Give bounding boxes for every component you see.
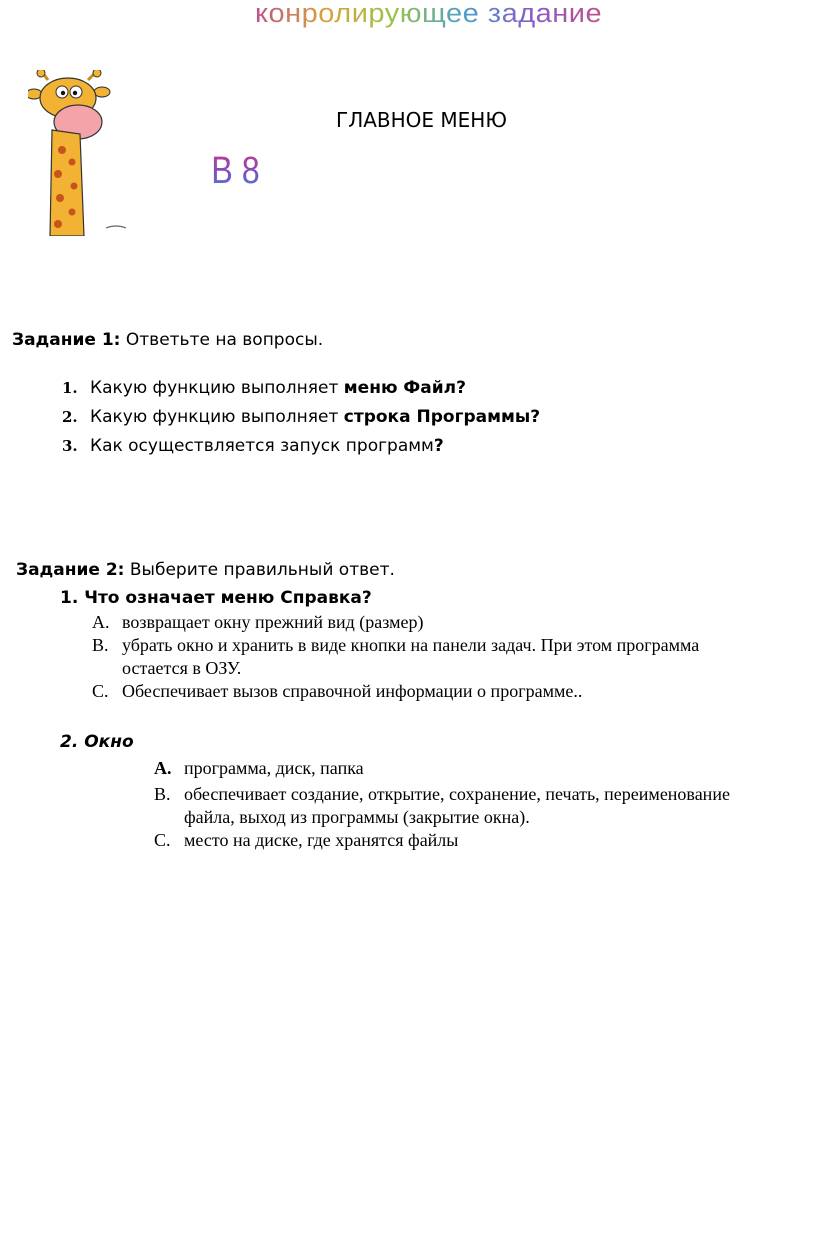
question-bold: ? [433,436,444,456]
task2-label: Задание 2: [16,560,125,580]
option-letter: C. [154,830,171,850]
option-c [92,680,699,703]
option-text: программа, диск, папка [184,758,364,778]
option-a [92,611,699,634]
question-bold: строка Программы? [343,407,541,427]
option-letter: A. [154,758,172,778]
task2-question1-title [60,588,372,608]
question-text: Как осуществляется запуск программ [90,436,434,456]
question-text: Какую функцию выполняет [90,407,344,427]
question-number: 3. [62,437,78,455]
task2-question1-options [92,611,699,703]
option-letter: B. [154,784,171,804]
task2-heading [16,560,395,580]
option-b [154,783,730,806]
option-b-continued: остается в ОЗУ. [122,658,242,678]
task1-question-list [62,378,540,465]
list-item [62,407,540,436]
question-bold: меню Файл? [343,378,466,398]
question-title: Что означает меню Справка? [84,588,372,608]
task1-label: Задание 1: [12,330,121,350]
option-letter: C. [92,681,109,701]
task2-question2-options [154,757,730,852]
question-number: 2. [62,408,78,426]
question-number: 1. [60,588,79,608]
option-letter: A. [92,612,110,632]
question-number: 2. [60,732,79,752]
option-text: Обеспечивает вызов справочной информации о программе.. [122,681,583,701]
variant-wordart: В 8 [211,150,260,192]
giraffe-illustration [28,70,138,236]
option-text: обеспечивает создание, открытие, сохранение, печать, переименование [184,784,730,804]
task1-instruction: Ответьте на вопросы. [125,330,324,350]
option-c [154,829,730,852]
list-item [62,436,540,465]
wordart-title: конролирующее задание [255,0,603,29]
task1-heading [12,330,323,350]
option-letter: B. [92,635,109,655]
option-text: возвращает окну прежний вид (размер) [122,612,424,632]
option-text: убрать окно и хранить в виде кнопки на панели задач. При этом программа [122,635,700,655]
question-text: Какую функцию выполняет [90,378,344,398]
option-b [92,634,699,657]
page-title: ГЛАВНОЕ МЕНЮ [336,108,507,132]
option-b-continued: файла, выход из программы (закрытие окна). [184,807,530,827]
task2-instruction: Выберите правильный ответ. [129,560,395,580]
question-number: 1. [62,379,78,397]
question-title: Окно [84,732,134,752]
option-a [154,757,730,783]
task2-question2-title [60,732,134,752]
list-item [62,378,540,407]
option-text: место на диске, где хранятся файлы [184,830,459,850]
